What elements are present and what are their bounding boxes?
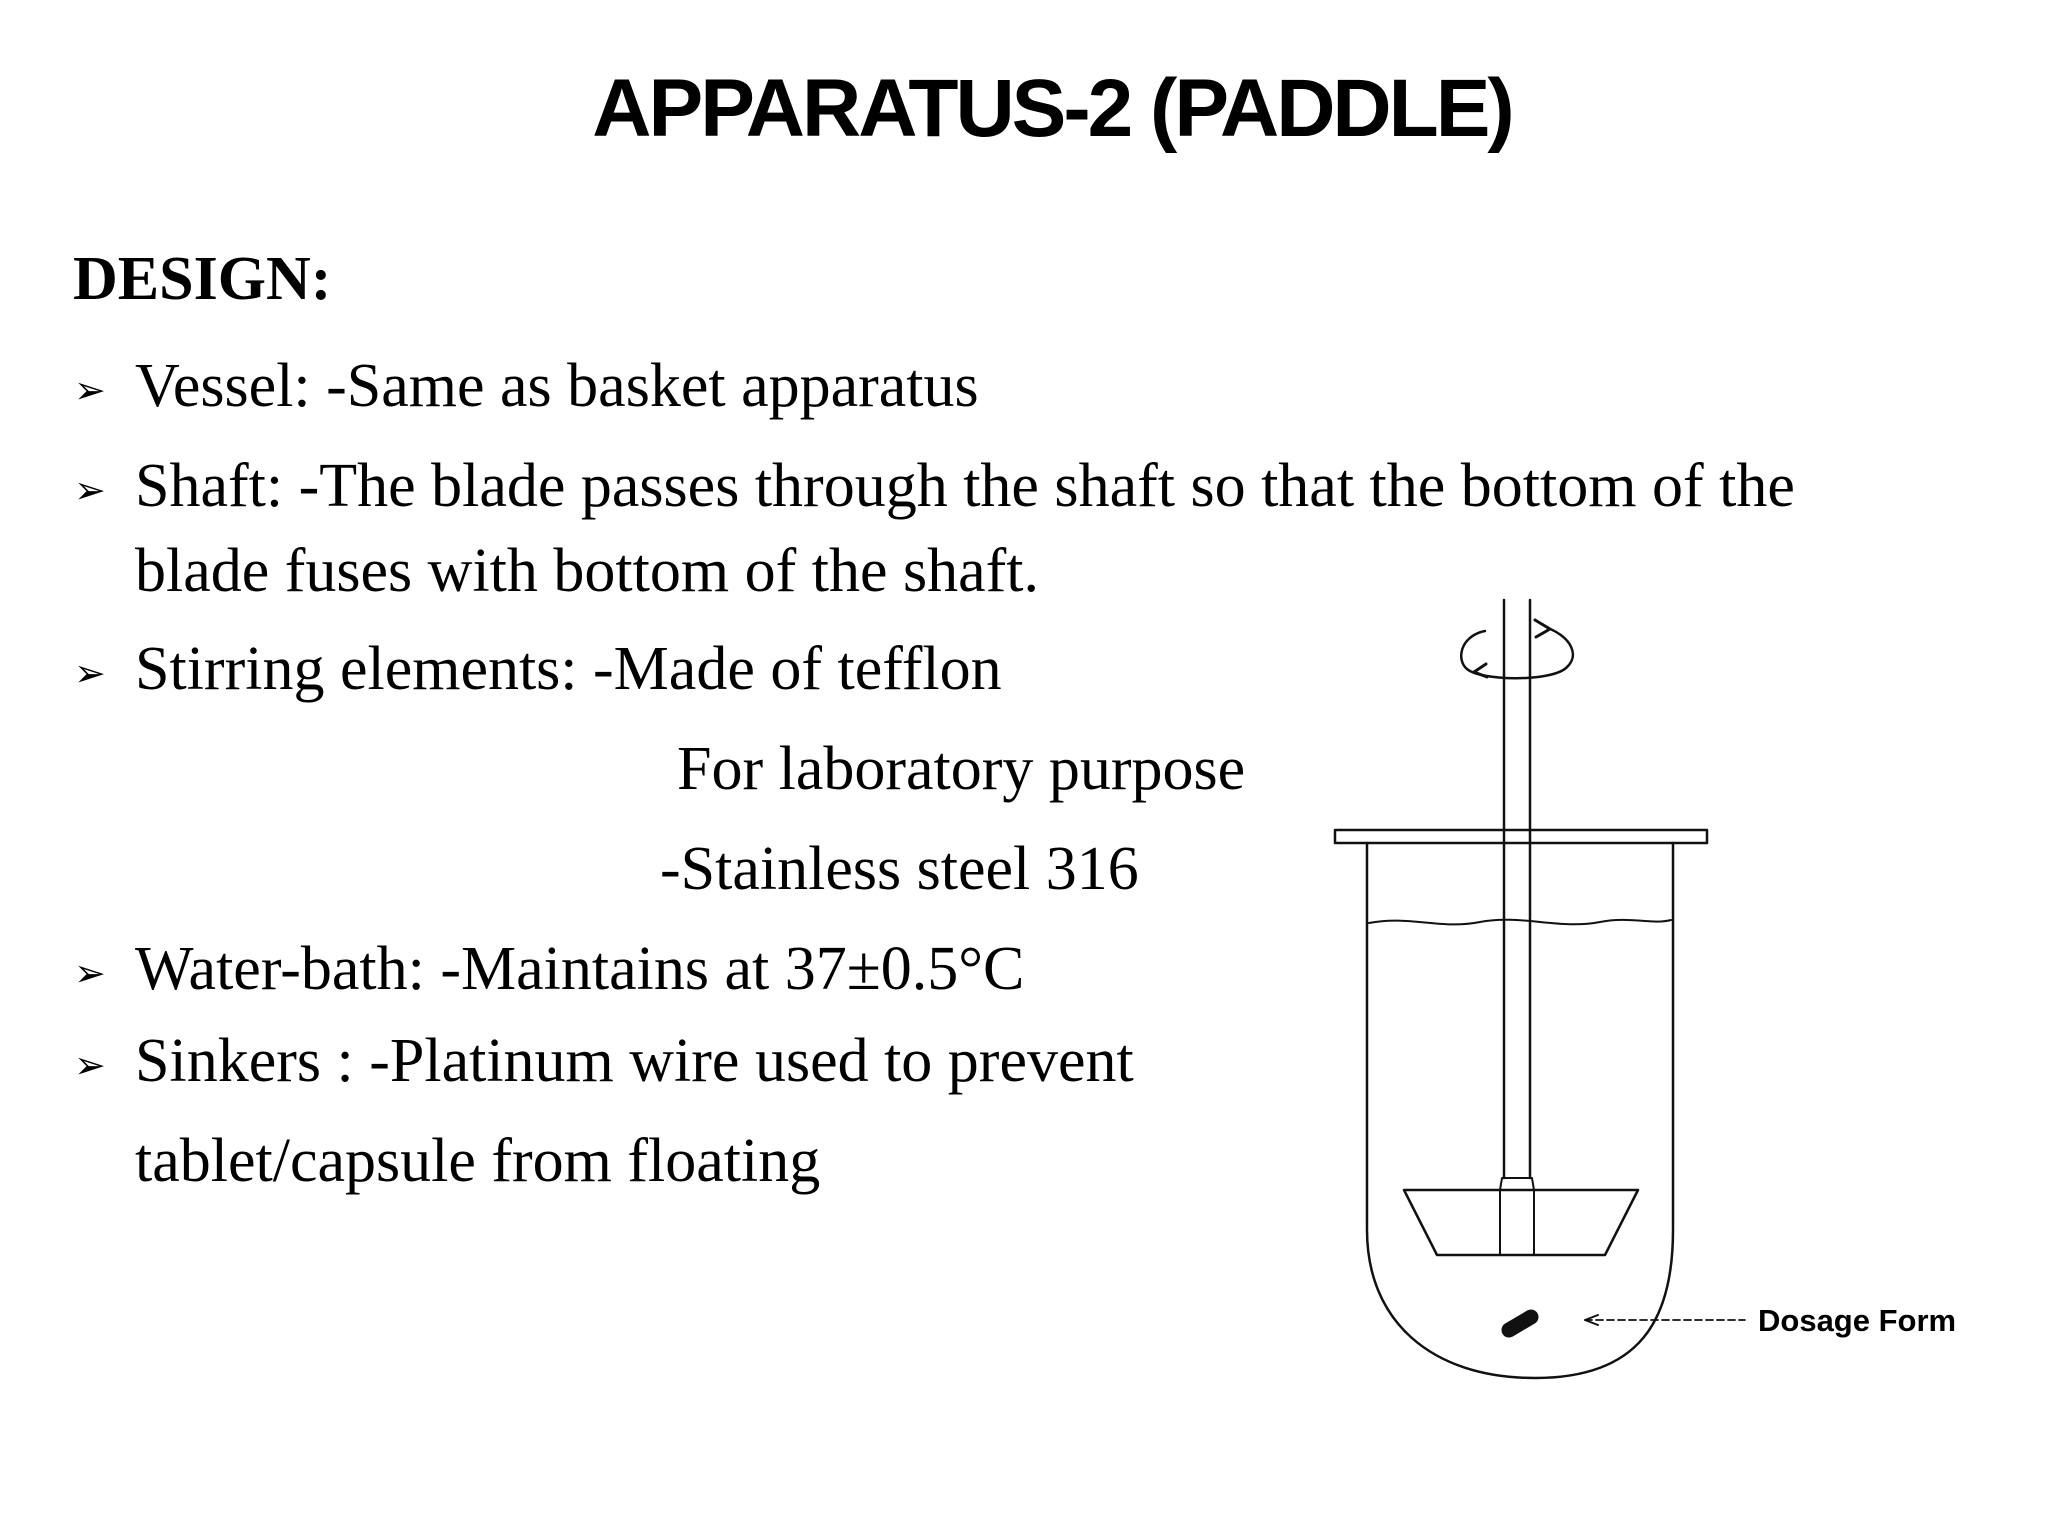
design-heading: DESIGN: (73, 245, 332, 313)
item-stirring-steel: -Stainless steel 316 (660, 835, 1139, 903)
item-vessel: Vessel: -Same as basket apparatus (135, 352, 979, 420)
slide-title: APPARATUS-2 (PADDLE) (592, 63, 1512, 154)
dosage-form-label: Dosage Form (1758, 1303, 1957, 1338)
arrow-bullet-icon: ➢ (74, 468, 106, 512)
item-shaft-cont: blade fuses with bottom of the shaft. (135, 537, 1039, 605)
arrow-bullet-icon: ➢ (74, 951, 106, 995)
item-sinkers-cont: tablet/capsule from floating (135, 1127, 821, 1195)
paddle-apparatus-diagram (1320, 595, 1980, 1395)
vessel (1367, 843, 1673, 1378)
arrow-bullet-icon: ➢ (74, 1043, 106, 1087)
item-stirring-lab: For laboratory purpose (677, 735, 1246, 803)
arrow-bullet-icon: ➢ (74, 368, 106, 412)
liquid-level (1369, 920, 1671, 925)
item-shaft: Shaft: -The blade passes through the shaft so that the bottom of the (135, 452, 1795, 520)
arrow-bullet-icon: ➢ (74, 651, 106, 695)
paddle-blade (1404, 1190, 1638, 1255)
item-water-bath: Water-bath: -Maintains at 37±0.5°C (135, 935, 1025, 1003)
item-sinkers: Sinkers : -Platinum wire used to prevent (135, 1027, 1134, 1095)
dosage-form-tablet (1509, 1317, 1531, 1330)
vessel-flange (1335, 830, 1707, 843)
item-stirring: Stirring elements: -Made of tefflon (135, 635, 1002, 703)
